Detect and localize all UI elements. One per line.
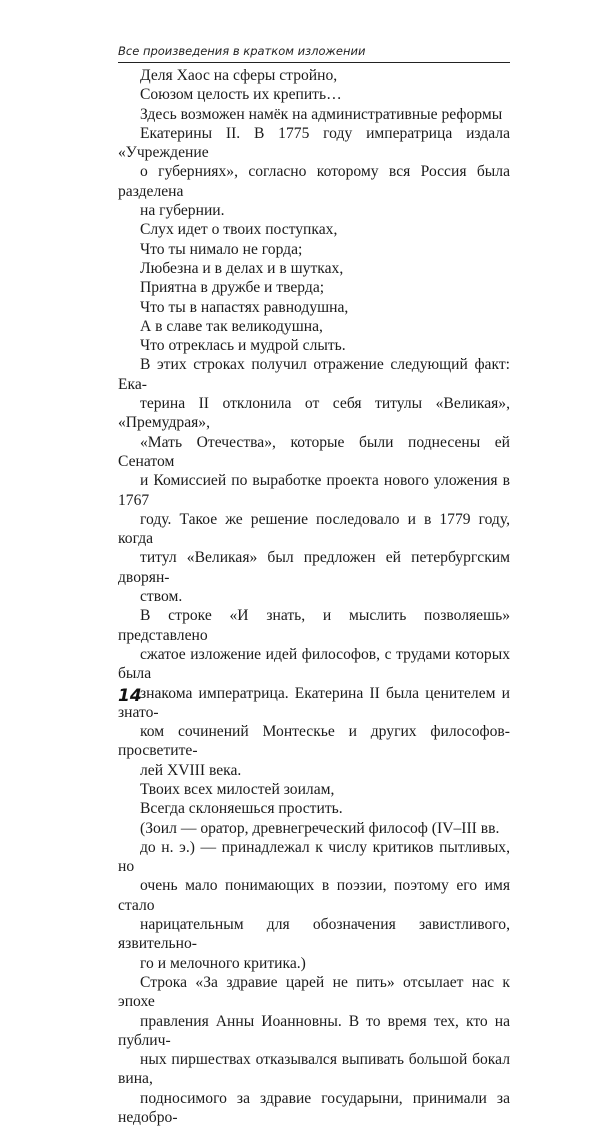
text-line: нарицательным для обозначения завистливого, язвительно- (118, 916, 510, 953)
text-line: до н. э.) — принадлежал к числу критиков пытливых, но (118, 838, 510, 876)
verse-line: Всегда склоняешься простить. (140, 800, 343, 818)
text-line: В этих строках получил отражение следующий факт: Ека- (118, 356, 510, 393)
text-line: Екатерины II. В 1775 году императрица издала «Учреждение (118, 124, 510, 162)
text-line: Здесь возможен намёк на административные реформы (140, 105, 503, 123)
verse-line: Приятна в дружбе и тверда; (140, 279, 325, 297)
verse-quote (118, 220, 510, 355)
verse-line: Слух идет о твоих поступках, (140, 221, 338, 239)
text-line: го и мелочного критика.) (140, 954, 306, 972)
text-line: (Зоил — оратор, древнегреческий философ (IV–III вв. (140, 819, 500, 837)
verse-line: Твоих всех милостей зоилам, (140, 780, 335, 798)
verse-line: Союзом целость их крепить… (140, 86, 342, 104)
text-line: подносимого за здравие государыни, принимали за недобро- (118, 1089, 510, 1127)
text-line: году. Такое же решение последовало и в 1779 году, когда (118, 510, 510, 548)
verse-line: Что отреклась и мудрой слыть. (140, 337, 346, 355)
text-line: очень мало понимающих в поэзии, поэтому его имя стало (118, 877, 510, 914)
text-line: ством. (140, 588, 183, 606)
paragraph (118, 973, 510, 1127)
text-line: титул «Великая» был предложен ей петербургским дворян- (118, 549, 510, 586)
paragraph (118, 105, 510, 221)
text-line: лей XVIII века. (140, 761, 242, 779)
running-header: Все произведения в кратком изложении (118, 44, 366, 58)
text-line: на губернии. (140, 202, 225, 220)
text-line: ком сочинений Монтескье и других философов-просветите- (118, 723, 510, 760)
verse-line: Что ты нимало не горда; (140, 240, 303, 258)
paragraph (118, 819, 510, 973)
verse-line: А в славе так великодушна, (140, 317, 323, 335)
text-line: о губерниях», согласно которому вся Россия была разделена (118, 163, 510, 200)
verse-line: Что ты в напастях равнодушна, (140, 298, 349, 316)
paragraph (118, 606, 510, 780)
verse-quote (118, 66, 510, 105)
page-number: 14 (118, 686, 142, 706)
text-line: правления Анны Иоанновны. В то время тех, кто на публич- (118, 1012, 510, 1049)
verse-line: Деля Хаос на сферы стройно, (140, 67, 338, 84)
text-line: Строка «За здравие царей не пить» отсылает нас к эпохе (118, 973, 510, 1011)
text-line: В строке «И знать, и мыслить позволяешь» представлено (118, 607, 510, 644)
text-line: ных пиршествах отказывался выпивать большой бокал вина, (118, 1051, 510, 1088)
paragraph (118, 355, 510, 606)
text-line: и Комиссией по выработке проекта нового уложения в 1767 (118, 472, 510, 509)
verse-line: Любезна и в делах и в шутках, (140, 259, 344, 277)
header-rule (118, 62, 510, 63)
text-line: знакома императрица. Екатерина II была ценителем и знато- (118, 684, 510, 721)
verse-quote (118, 780, 510, 819)
text-line: сжатое изложение идей философов, с трудами которых была (118, 645, 510, 683)
text-line: терина II отклонила от себя титулы «Великая», «Премудрая», (118, 395, 510, 432)
page-body (118, 66, 510, 1127)
text-line: «Мать Отечества», которые были поднесены ей Сенатом (118, 433, 510, 470)
